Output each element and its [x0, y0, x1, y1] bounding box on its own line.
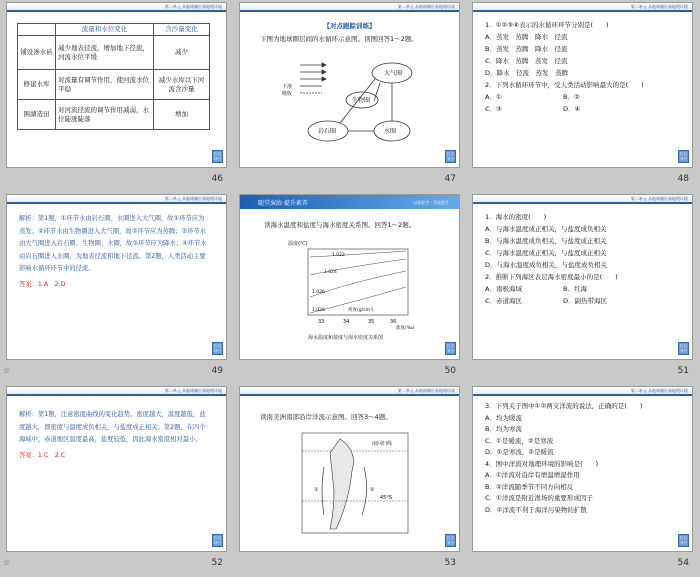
slide-canvas [472, 194, 693, 360]
slide-canvas [472, 386, 693, 552]
isoline-label: 1.024 [324, 270, 337, 275]
section-title: 【对点跟踪训练】 [323, 22, 376, 30]
slide-number: 53 [444, 558, 456, 568]
slide-thumbnail-48[interactable] [466, 0, 699, 192]
question-block: 1．①②③④表示的水循环环节分别是( ) A．蒸发 蒸腾 降水 径流 B．蒸发 蒸腾 降水 径流 C．降水 蒸腾 蒸发 径流 D．降水 径流 蒸发 蒸腾 2．下列水循环环节中，受人类活动影响最大的是( ) A．① B．② C．③ D．④ [485, 21, 644, 113]
nav-tab-button[interactable]: 栏目导引 [214, 344, 221, 353]
legend-absorption: 吸收 [282, 91, 293, 97]
comparison-table [17, 23, 210, 130]
hydrosphere-label: 水圈 [384, 128, 397, 135]
chart-title: 海水温度和盐度与海水密度关系图 [308, 335, 384, 341]
nav-tab-button[interactable]: 栏目导引 [447, 152, 454, 161]
slide-header: 第二单元 从地球圈层看地理环境 [7, 195, 226, 204]
density-chart [288, 237, 418, 343]
slide-number: 47 [444, 174, 456, 184]
svg-text:②: ② [370, 487, 375, 493]
table-row: 修建水库 对流量有调节作用，使河流水位平稳 减少水库以下河流含沙量 [18, 70, 210, 100]
table-row: 围湖造田 对河流径流的调节作用减弱，水位陡涨陡落 增加 [18, 100, 210, 130]
slide-thumbnail-47[interactable] [233, 0, 466, 192]
slide-thumbnail-46[interactable] [0, 0, 233, 192]
question-intro: 下图为地球圈层间的水循环示意图。读图回答1～2题。 [260, 35, 418, 43]
slide-header: 第二单元 从地球圈层看地理环境 [473, 195, 692, 204]
biosphere-label: 生物圈 [352, 97, 371, 104]
slide-canvas [472, 2, 693, 168]
slide-canvas [6, 2, 227, 168]
x-tick: 33 [318, 319, 325, 325]
slide-thumbnail-52[interactable] [0, 384, 233, 576]
animation-star-icon: ☆ [3, 366, 11, 375]
latitude-label: 45°S [380, 495, 393, 501]
table-header-cell: 流量和水位变化 [56, 24, 154, 36]
answer-text: 答案：1.A 2.D [19, 280, 66, 288]
legend-infiltration: 下渗 [282, 84, 293, 90]
table-row: 铺设渗水砖 减少地表径流，增加地下径流，河流水位平缓 减少 [18, 36, 210, 70]
slide-number: 48 [677, 174, 689, 184]
slide-header: 第二单元 从地球圈层看地理环境 [240, 3, 459, 12]
x-tick: 36 [390, 319, 397, 325]
answer-text: 答案：1.C 2.C [19, 451, 65, 459]
explanation-text: 解析：第1题，注意密度曲线的变化趋势。密度越大，温度越低，盐度越大，即密度与温度成负相关，与盐度成正相关。第2题，在四个海域中，赤道地区温度最高，盐度较低，因此海水密度相对最小。 答案：1.C 2.C [19, 409, 210, 462]
isoline-label: 1.022 [332, 253, 345, 258]
slide-number: 52 [211, 558, 223, 568]
svg-text:①: ① [314, 487, 319, 493]
slide-header: 第二单元 从地球圈层看地理环境 [7, 387, 226, 396]
slide-number: 49 [211, 366, 223, 376]
slide-thumbnail-51[interactable] [466, 192, 699, 384]
slide-number: 54 [677, 558, 689, 568]
slide-canvas [239, 194, 460, 360]
slide-header: 第二单元 从地球圈层看地理环境 [7, 3, 226, 12]
nav-tab-button[interactable]: 栏目导引 [214, 536, 221, 545]
table-header-cell: 含沙量变化 [154, 24, 210, 36]
nav-tab-button[interactable]: 栏目导引 [680, 536, 687, 545]
slide-header: 第二单元 从地球圈层看地理环境 [240, 387, 459, 396]
nav-tab-button[interactable]: 栏目导引 [680, 152, 687, 161]
question-block: 1．海水的密度( ) A．与海水温度成正相关，与盐度成负相关 B．与海水温度成负相关，与盐度成正相关 C．与海水温度成正相关，与盐度成正相关 D．与海水温度成负相关，与盐度成负相关 2．推断下列海区表层海水密度最小的是( ) A．南极海域 B．红海 C．赤道海区 D．副热带海区 [485, 213, 618, 305]
slide-thumbnail-49[interactable] [0, 192, 233, 384]
isoline-label: 1.026 [312, 290, 325, 295]
ocean-current-map [300, 431, 410, 535]
slide-header: 第二单元 从地球圈层看地理环境 [473, 387, 692, 396]
slide-number: 50 [444, 366, 456, 376]
slide-thumbnail-53[interactable] [233, 384, 466, 576]
slide-canvas [6, 194, 227, 360]
table-header-cell [18, 24, 56, 36]
nav-tab-button[interactable]: 栏目导引 [214, 152, 221, 161]
isoline-label: 1.028 [312, 308, 325, 313]
explanation-text: 解析：第1题，①环节水由岩石圈、水圈进入大气圈，故①环节应为蒸发；②环节水由生物圈进入大气圈，故②环节应为蒸腾；③环节水由大气圈进入岩石圈、生物圈、水圈，故③环节应为降水；④环节水由岩石圈进入水圈，为地表径流和地下径流。第2题，人类活动主要影响水循环环节中的径流。 答案：1.A 2.D [19, 213, 210, 291]
slide-number: 51 [677, 366, 689, 376]
question-block: 3．下列关于图中①②两支洋流的说法，正确的是( ) A．均为暖流 B．均为寒流 C．①是暖流，②是寒流 D．①是寒流，②是暖流 4．图中洋流对地理环境的影响是( ) A．①洋流对沿岸有增温增湿作用 B．②洋流随季节不同方向相反 C．①洋流是附近渔场的重要形成因子 D．②洋流不利于海洋污染物的扩散 [485, 402, 643, 514]
x-tick: 35 [368, 319, 375, 325]
nav-tab-button[interactable]: 栏目导引 [447, 344, 454, 353]
atmosphere-label: 大气圈 [384, 70, 403, 77]
nav-tab-button[interactable]: 栏目导引 [447, 536, 454, 545]
animation-star-icon: ☆ [3, 558, 11, 567]
slide-number: 46 [211, 174, 223, 184]
question-intro: 读海水温度和盐度与海水密度关系图。回答1～2题。 [264, 221, 416, 229]
question-intro: 读南美洲南部沿岸洋流示意图。回答3～4题。 [260, 413, 392, 421]
water-cycle-diagram [280, 55, 430, 155]
slide-thumbnail-54[interactable] [466, 384, 699, 576]
slide-header: 第二单元 从地球圈层看地理环境 [473, 3, 692, 12]
tropic-label: 南回归线 [372, 441, 393, 447]
practice-banner: 随堂演练·提升素养 以练促学 · 学业提升 [240, 195, 459, 209]
nav-tab-button[interactable]: 栏目导引 [680, 344, 687, 353]
lithosphere-label: 岩石圈 [318, 128, 337, 135]
slide-canvas [239, 2, 460, 168]
slide-canvas [239, 386, 460, 552]
density-label: 密度(g/cm³) [348, 308, 374, 313]
x-tick: 34 [343, 319, 350, 325]
y-axis-label: 温度(℃) [288, 241, 308, 247]
x-axis-label: 盐度(‰) [396, 326, 415, 331]
slide-thumbnail-50[interactable] [233, 192, 466, 384]
slide-canvas [6, 386, 227, 552]
